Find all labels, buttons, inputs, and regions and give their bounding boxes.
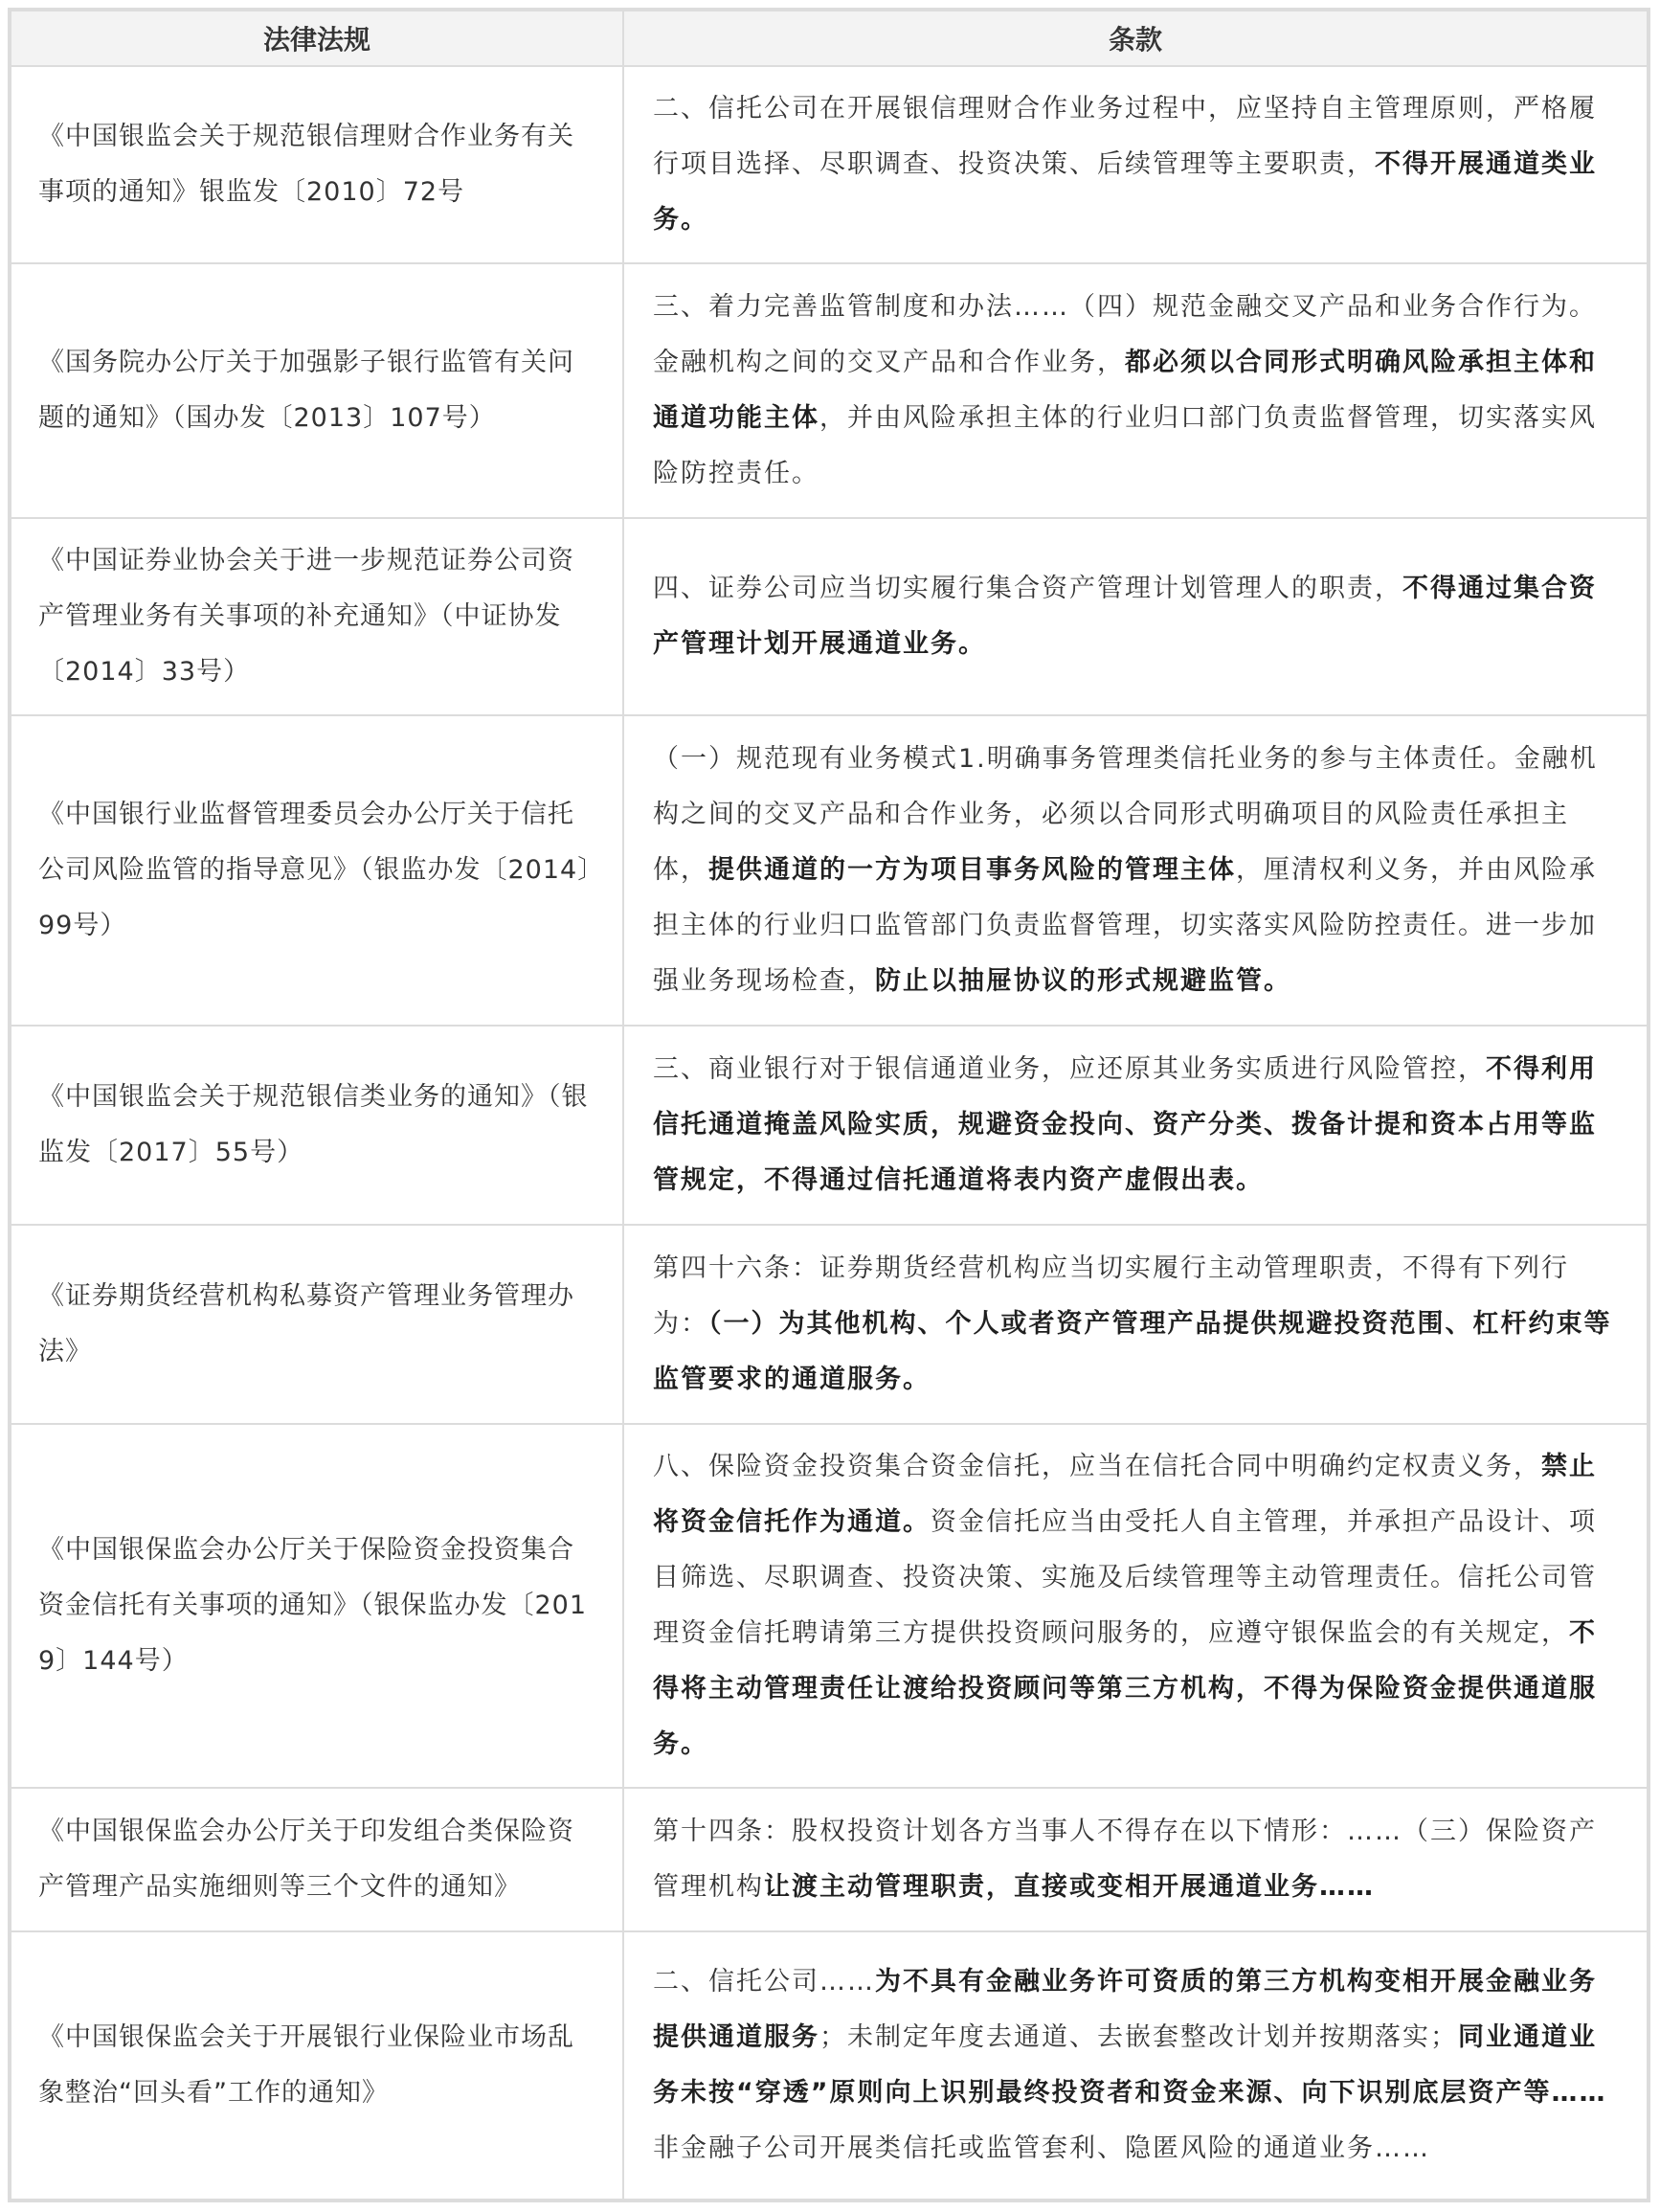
table-row bbox=[11, 1788, 1648, 1931]
clause-emphasis: 不得开展通道类业务。 bbox=[653, 149, 1597, 235]
clause-text bbox=[623, 1931, 1648, 2200]
table-row bbox=[11, 715, 1648, 1026]
table-header-row bbox=[11, 11, 1648, 66]
clause-emphasis: 不得利用信托通道掩盖风险实质，规避资金投向、资产分类、拨备计提和资本占用等监管规定，不得通过信托通道将表内资产虚假出表。 bbox=[653, 1054, 1597, 1195]
clause-segment: ；未制定年度去通道、去嵌套整改计划并按期落实； bbox=[819, 2022, 1458, 2052]
clause-text bbox=[623, 1788, 1648, 1931]
clause-emphasis: 提供通道的一方为项目事务风险的管理主体 bbox=[708, 855, 1236, 885]
table-row bbox=[11, 1931, 1648, 2200]
clause-emphasis: 让渡主动管理职责，直接或变相开展通道业务…… bbox=[764, 1872, 1375, 1902]
clause-text bbox=[623, 66, 1648, 263]
table-row bbox=[11, 66, 1648, 263]
clause-text bbox=[623, 518, 1648, 715]
clause-text bbox=[623, 1225, 1648, 1424]
clause-text bbox=[623, 715, 1648, 1026]
header-law: 法律法规 bbox=[11, 11, 623, 66]
table-row bbox=[11, 1424, 1648, 1788]
clause-emphasis: 不得通过集合资产管理计划开展通道业务。 bbox=[653, 574, 1597, 659]
table-row bbox=[11, 518, 1648, 715]
law-name: 《中国银保监会办公厅关于印发组合类保险资产管理产品实施细则等三个文件的通知》 bbox=[11, 1788, 623, 1931]
clause-segment: 非金融子公司开展类信托或监管套利、隐匿风险的通道业务…… bbox=[653, 2133, 1430, 2163]
law-name: 《中国银监会关于规范银信理财合作业务有关事项的通知》银监发〔2010〕72号 bbox=[11, 66, 623, 263]
clause-segment: 三、商业银行对于银信通道业务，应还原其业务实质进行风险管控， bbox=[653, 1054, 1486, 1084]
clause-emphasis: 都必须以合同形式明确风险承担主体和通道功能主体 bbox=[653, 348, 1597, 433]
clause-segment: ，厘清权利义务，并由风险承担主体的行业归口监管部门负责监督管理，切实落实风险防控责任。进一步加强业务现场检查， bbox=[653, 855, 1597, 996]
clause-segment: 三、着力完善监管制度和办法……（四）规范金融交叉产品和业务合作行为。金融机构之间的交叉产品和合作业务， bbox=[653, 292, 1597, 377]
clause-segment: 资金信托应当由受托人自主管理，并承担产品设计、项目筛选、尽职调查、投资决策、实施及后续管理等主动管理责任。信托公司管理资金信托聘请第三方提供投资顾问服务的，应遵守银保监会的有关规定， bbox=[653, 1507, 1597, 1648]
law-name: 《国务院办公厅关于加强影子银行监管有关问题的通知》（国办发〔2013〕107号） bbox=[11, 263, 623, 518]
clause-text bbox=[623, 263, 1648, 518]
clause-segment: 第四十六条：证券期货经营机构应当切实履行主动管理职责，不得有下列行为： bbox=[653, 1253, 1569, 1339]
law-name: 《中国证券业协会关于进一步规范证券公司资产管理业务有关事项的补充通知》（中证协发〔2014〕33号） bbox=[11, 518, 623, 715]
table-row bbox=[11, 263, 1648, 518]
law-name: 《中国银监会关于规范银信类业务的通知》（银监发〔2017〕55号） bbox=[11, 1026, 623, 1225]
law-name: 《中国银行业监督管理委员会办公厅关于信托公司风险监管的指导意见》（银监办发〔2014〕99号） bbox=[11, 715, 623, 1026]
clause-segment: （一）规范现有业务模式1.明确事务管理类信托业务的参与主体责任。金融机构之间的交叉产品和合作业务，必须以合同形式明确项目的风险责任承担主体， bbox=[653, 744, 1598, 885]
clause-emphasis: 防止以抽屉协议的形式规避监管。 bbox=[875, 966, 1291, 996]
clause-emphasis: 同业通道业务未按“穿透”原则向上识别最终投资者和资金来源、向下识别底层资产等…… bbox=[653, 2022, 1607, 2108]
clause-text bbox=[623, 1424, 1648, 1788]
header-clause: 条款 bbox=[623, 11, 1648, 66]
clause-segment: 二、信托公司在开展银信理财合作业务过程中，应坚持自主管理原则，严格履行项目选择、尽职调查、投资决策、后续管理等主要职责， bbox=[653, 94, 1597, 179]
table-row bbox=[11, 1026, 1648, 1225]
regulations-table bbox=[10, 10, 1649, 2201]
clause-emphasis: 禁止将资金信托作为通道。 bbox=[653, 1452, 1597, 1537]
clause-emphasis: 不得将主动管理责任让渡给投资顾问等第三方机构，不得为保险资金提供通道服务。 bbox=[653, 1618, 1597, 1759]
clause-segment: 四、证券公司应当切实履行集合资产管理计划管理人的职责， bbox=[653, 574, 1402, 603]
clause-emphasis: 为不具有金融业务许可资质的第三方机构变相开展金融业务提供通道服务 bbox=[653, 1967, 1597, 2052]
table-row bbox=[11, 1225, 1648, 1424]
law-name: 《中国银保监会关于开展银行业保险业市场乱象整治“回头看”工作的通知》 bbox=[11, 1931, 623, 2200]
clause-segment: ，并由风险承担主体的行业归口部门负责监督管理，切实落实风险防控责任。 bbox=[653, 403, 1597, 488]
clause-emphasis: （一）为其他机构、个人或者资产管理产品提供规避投资范围、杠杆约束等监管要求的通道服务。 bbox=[653, 1309, 1612, 1394]
law-name: 《中国银保监会办公厅关于保险资金投资集合资金信托有关事项的通知》（银保监办发〔2019〕144号） bbox=[11, 1424, 623, 1788]
clause-segment: 二、信托公司…… bbox=[653, 1967, 875, 1997]
law-name: 《证券期货经营机构私募资产管理业务管理办法》 bbox=[11, 1225, 623, 1424]
regulations-table-frame bbox=[8, 8, 1650, 2202]
clause-text bbox=[623, 1026, 1648, 1225]
clause-segment: 八、保险资金投资集合资金信托，应当在信托合同中明确约定权责义务， bbox=[653, 1452, 1541, 1481]
clause-segment: 第十四条：股权投资计划各方当事人不得存在以下情形：……（三）保险资产管理机构 bbox=[653, 1817, 1597, 1902]
